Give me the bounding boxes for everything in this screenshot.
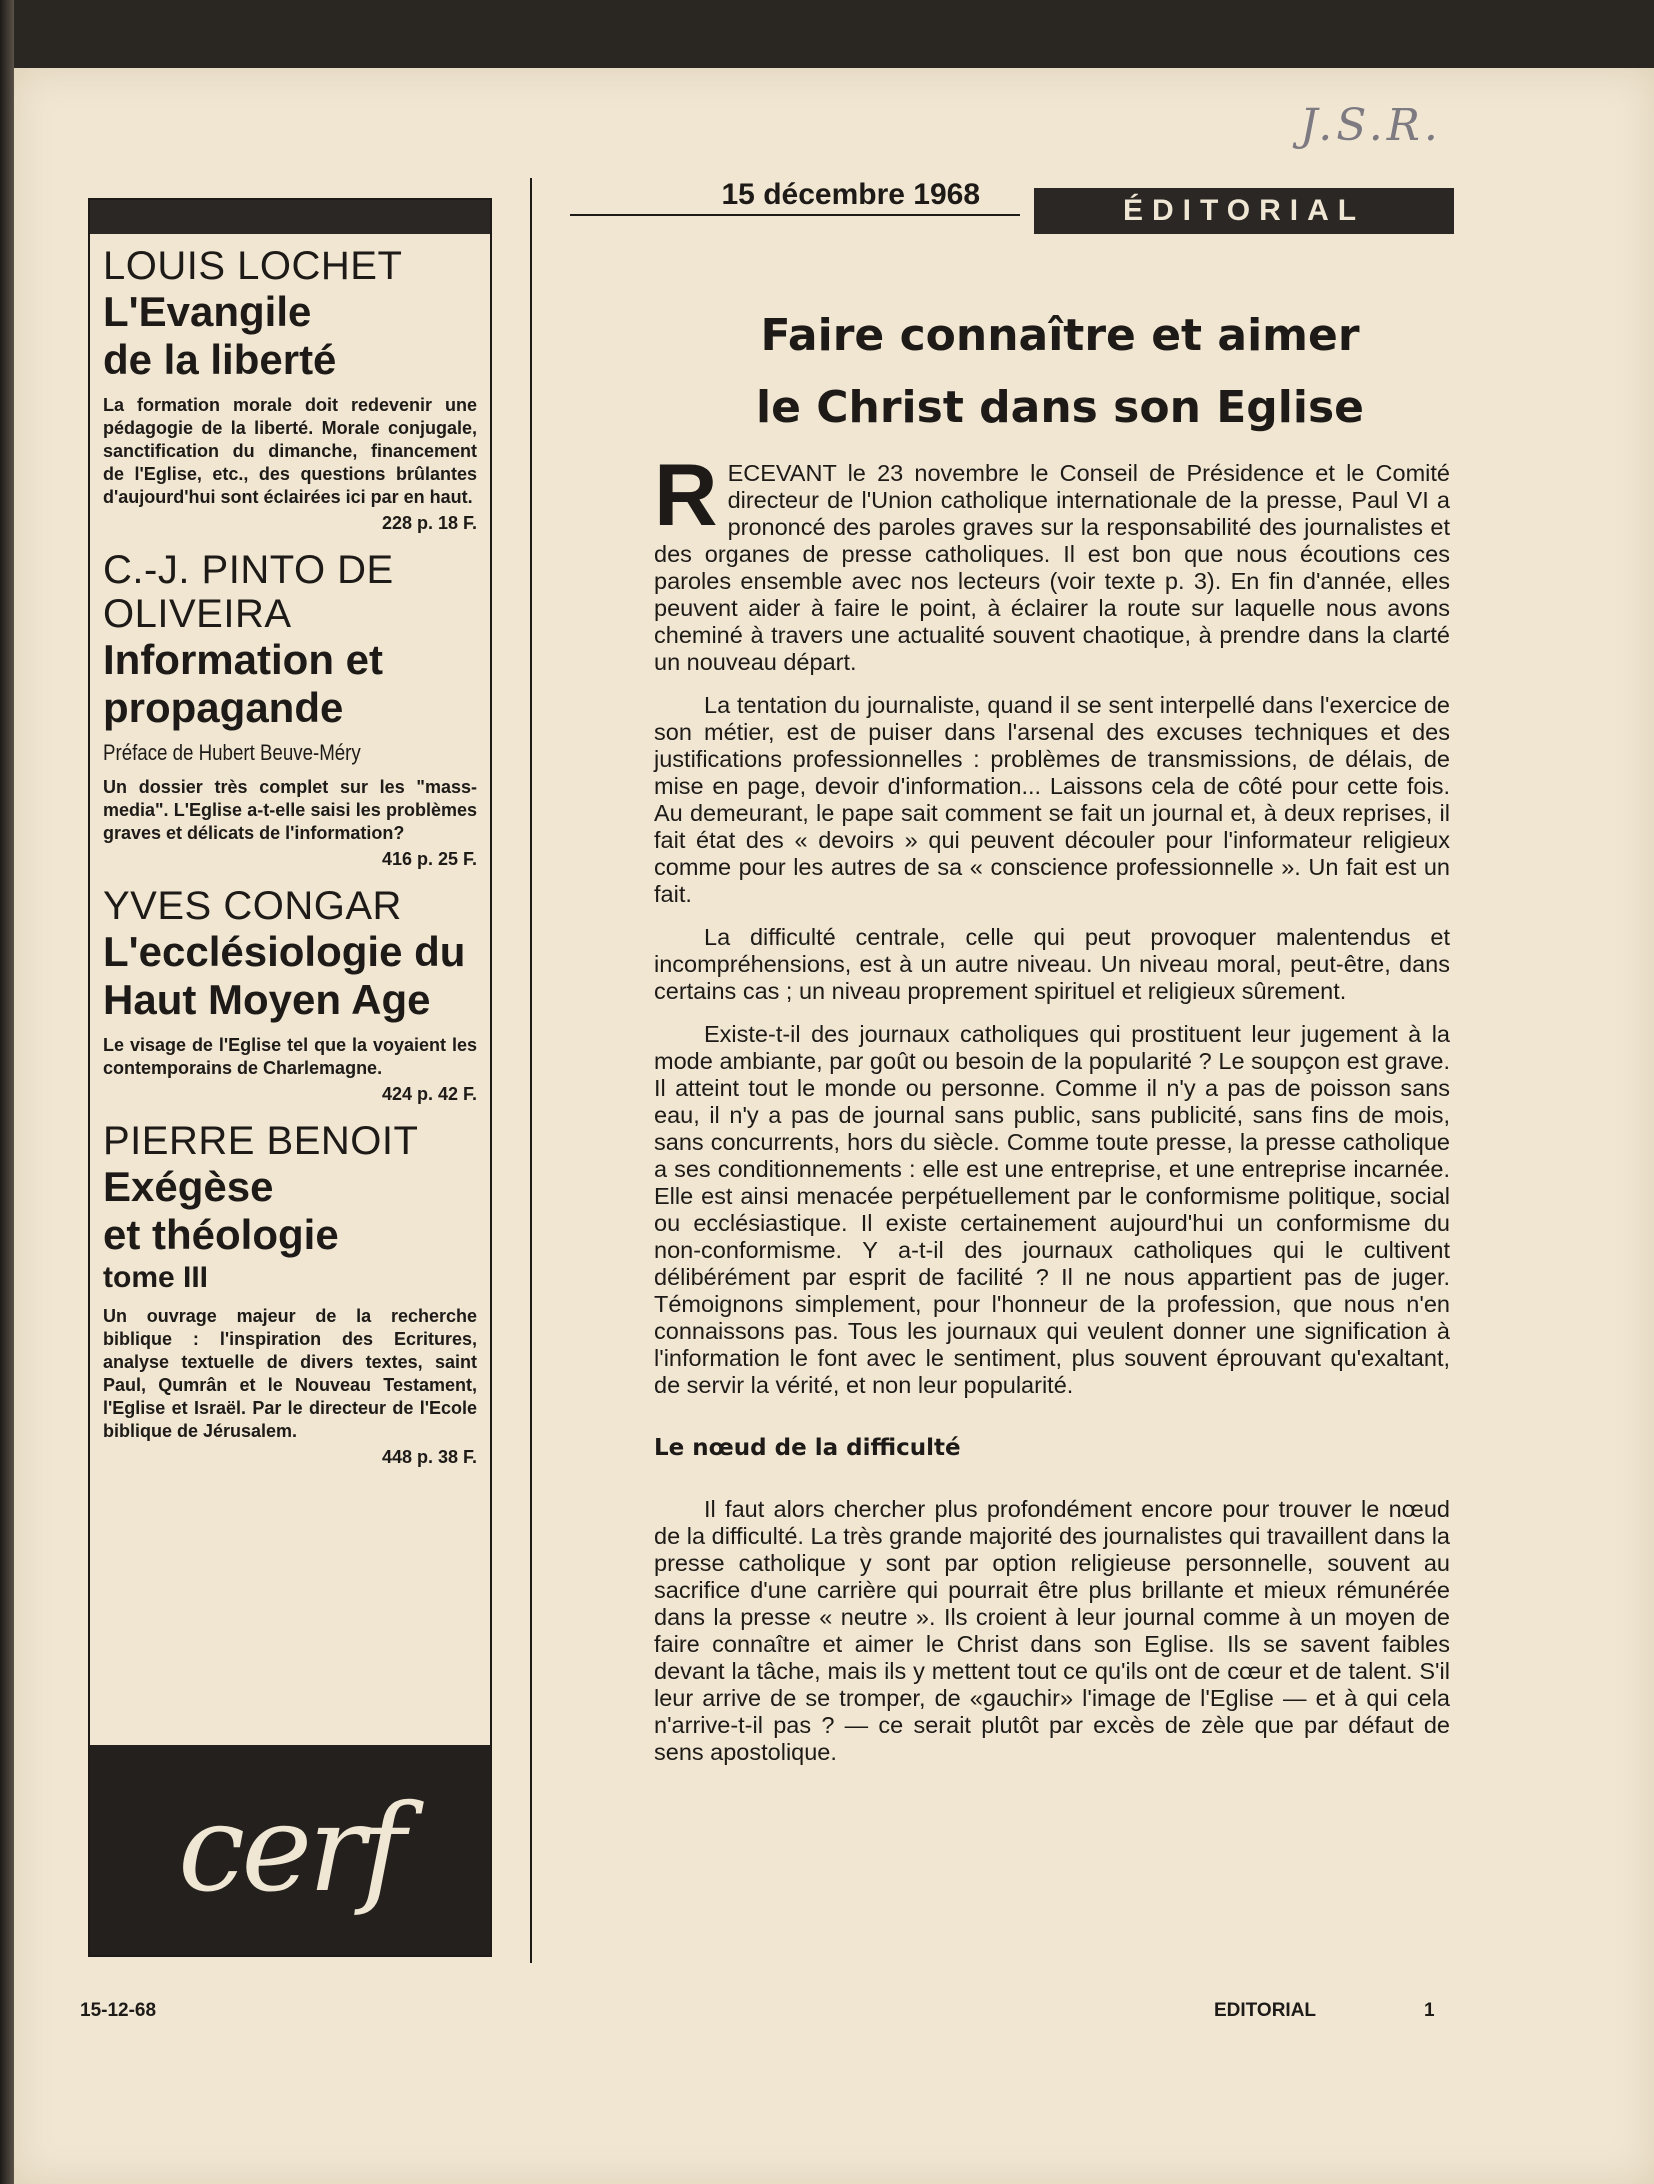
book-title: Information et propagande <box>103 636 383 731</box>
article-paragraph: La tentation du journaliste, quand il se sent interpellé dans l'exercice de son métier, est de puiser dans l'arsenal des excuses techniques et des justifications professionnelles : problèmes de transmissions, de délais, de mise en page, devoir d'information... Laissons cela de côté pour cette fois. Au demeurant, le pape sait comment se fait un journal et, à deux reprises, il fait état des « devoirs » qui peuvent découler pour l'informateur religieux comme pour les autres de sa « conscience professionnelle ». Un fait est un fait. <box>654 692 1450 907</box>
book-entry <box>103 1119 477 1468</box>
column-divider <box>530 178 532 1963</box>
page-number: 1 <box>1424 2000 1435 2021</box>
book-author: YVES CONGAR <box>103 884 402 928</box>
ad-top-bar <box>90 200 490 234</box>
book-author: LOUIS LOCHET <box>103 244 403 288</box>
section-banner: ÉDITORIAL <box>1034 188 1454 234</box>
book-description: Un dossier très complet sur les "mass-media". L'Eglise a-t-elle saisi les problèmes graves et délicats de l'information? <box>103 777 477 843</box>
drop-cap: R <box>654 445 718 544</box>
article-paragraph: Il faut alors chercher plus profondément encore pour trouver le nœud de la difficulté. La très grande majorité des journalistes qui travaillent dans la presse catholique y sont par option religieuse personnelle, souvent au sacrifice d'une carrière qui pourrait être plus brillante et mieux rémunérée dans la presse « neutre ». Ils croient à leur journal comme à un moyen de faire connaître et aimer le Christ dans son Eglise. Ils se savent faibles devant la tâche, mais ils y mettent tout ce qu'ils ont de cœur et de talent. S'il leur arrive de se tromper, de «gauchir» l'image de l'Eglise — et à qui cela n'arrive-t-il pas ? — ce serait plutôt par excès de zèle que par défaut de sens apostolique. <box>654 1496 1450 1765</box>
book-title: L'ecclésiologie du Haut Moyen Age <box>103 928 466 1023</box>
book-description: Le visage de l'Eglise tel que la voyaient les contemporains de Charlemagne. <box>103 1035 477 1078</box>
footer-date: 15-12-68 <box>80 2000 157 2021</box>
book-price: 228 p. 18 F. <box>381 513 477 533</box>
publisher-advertisement <box>88 198 492 1957</box>
book-description: La formation morale doit redevenir une pédagogie de la liberté. Morale conjugale, sanctification du dimanche, financement de l'Eglise, etc., des questions brûlantes d'aujourd'hui sont éclairées ici par en haut. <box>103 395 477 507</box>
book-entry <box>103 548 477 870</box>
handwritten-mark: J.S.R. <box>1300 100 1442 151</box>
footer-section: EDITORIAL <box>1214 2000 1317 2021</box>
book-price: 424 p. 42 F. <box>381 1084 477 1104</box>
editorial-article <box>654 445 1450 1782</box>
book-title: Exégèse et théologie <box>103 1163 339 1258</box>
book-entry <box>103 884 477 1105</box>
book-description: Un ouvrage majeur de la recherche biblique : l'inspiration des Ecritures, analyse textuelle de divers textes, saint Paul, Qumrân et le Nouveau Testament, l'Eglise et Israël. Par le directeur de l'Ecole biblique de Jérusalem. <box>103 1306 477 1441</box>
issue-date: 15 décembre 1968 <box>570 178 1020 216</box>
book-author: PIERRE BENOIT <box>103 1119 419 1163</box>
publisher-logo: cerf <box>90 1745 490 1955</box>
book-preface: Préface de Hubert Beuve-Méry <box>103 740 361 765</box>
book-entry <box>103 244 477 534</box>
book-author: C.-J. PINTO DE OLIVEIRA <box>103 548 394 636</box>
article-headline: Faire connaître et aimer le Christ dans son Eglise <box>755 310 1364 433</box>
article-paragraph: La difficulté centrale, celle qui peut provoquer malentendus et incompréhensions, est à un autre niveau. Un niveau moral, peut-être, dans certains cas ; un niveau proprement spirituel et religieux sûrement. <box>654 924 1450 1004</box>
article-paragraph: Existe-t-il des journaux catholiques qui prostituent leur jugement à la mode ambiante, par goût ou besoin de la popularité ? Le soupçon est grave. Il atteint tout le monde ou personne. Comme il n'y a pas de poisson sans eau, il n'y a pas de journal sans public, sans publicité, sans fins de mois, sans concurrents, hors du siècle. Comme toute presse, la presse catholique a ses conditionnements : elle est une entreprise, et une entreprise incarnée. Elle est ainsi menacée perpétuellement par le conformisme politique, social ou ecclésiastique. Il existe certainement aujourd'hui un conformisme du non-conformisme. Y a-t-il des journaux catholiques qui le cultivent délibérément par esprit de facilité ? Il ne nous appartient pas de juger. Témoignons simplement, pour l'honneur de la profession, que nous n'en connaissons pas. Tous les journaux qui veulent donner une signification à l'information le font avec le sentiment, plus souvent éprouvant qu'exaltant, de servir la vérité, et non leur popularité. <box>654 1021 1450 1398</box>
book-price: 448 p. 38 F. <box>381 1447 477 1467</box>
book-title: L'Evangile de la liberté <box>103 288 337 383</box>
article-paragraph: R ECEVANT le 23 novembre le Conseil de Présidence et le Comité directeur de l'Union catholique internationale de la presse, Paul VI a prononcé des paroles graves sur la responsabilité des journalistes et des organes de presse catholiques. Il est bon que nous écoutions ces paroles ensemble avec nos lecteurs (voir texte p. 3). En fin d'année, elles peuvent aider à faire le point, à éclairer la route sur laquelle nous avons cheminé à travers une actualité souvent chaotique, à prendre dans la clarté un nouveau départ. <box>654 445 1450 675</box>
book-price: 416 p. 25 F. <box>381 849 477 869</box>
article-subheading: Le nœud de la difficulté <box>654 1435 961 1461</box>
binding-edge <box>0 0 14 2184</box>
book-volume: tome III <box>103 1261 209 1294</box>
